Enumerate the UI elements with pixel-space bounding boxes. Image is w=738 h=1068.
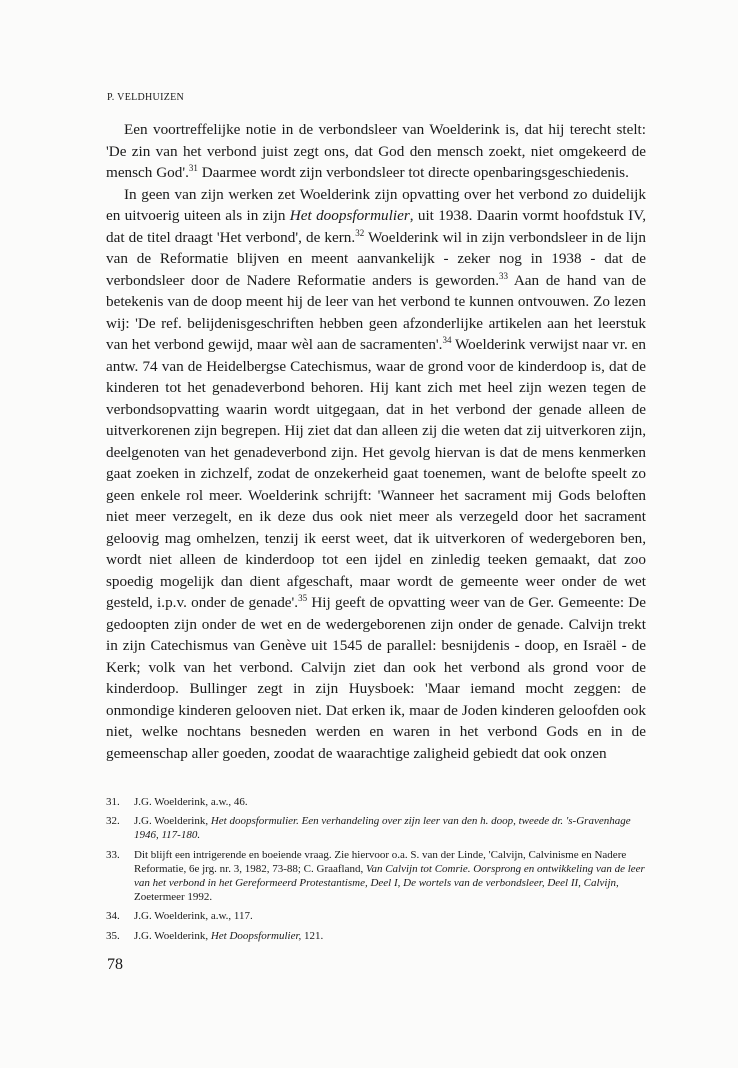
body-text <box>106 119 646 764</box>
footnote <box>106 795 646 809</box>
italic-text: Van Calvijn tot Comrie. Oorsprong en ontwikkeling van de leer van het verbond in het Gereformeerd Protestantisme, Deel I, De wortels van de verbondsleer, Deel II, Calvijn, <box>134 862 645 890</box>
text-run: In geen van zijn werken zet Woelderink zijn opvatting over het verbond zo duidelijk en uitvoerig uiteen als in zijn <box>106 185 646 224</box>
footnote <box>106 929 646 943</box>
footnote-number: 35. <box>106 929 120 942</box>
text-run: Woelderink verwijst naar vr. en antw. 74 van de Heidelbergse Catechismus, waar de grond voor de kinderdoop is, dat de kinderen tot het genadeverbond behoren. Hij kant zich met heel zijn wezen tegen de verbondsopvatting waarin wordt uitgegaan, dat in het verbond der genade alleen de uitverkorenen zijn begrepen. Hij ziet dat dan alleen zij die weten dat zij uitverkoren zijn, deelgenoten van het genadeverbond zijn. Het gevolg hiervan is dat de mens kenmerken gaat zoeken in zichzelf, zodat de onzekerheid gaat toenemen, want de belofte speelt zo geen enkele rol meer. Woelderink schrijft: 'Wanneer het sacrament mij Gods beloften niet meer verzegelt, en ik deze dus ook niet meer als verzegeld door het sacrament geloovig mag omhelzen, tenzij ik eerst weet, dat ik uitverkoren of wedergeboren ben, wordt niet alleen de kinderdoop tot een ijdel en zinledig teeken gemaakt, dat zoo spoedig mogelijk dan dient afgeschaft, maar wordt de gemeente weer onder de wet gesteld, i.p.v. onder de genade'. <box>106 336 646 611</box>
footnote-reference: 32 <box>355 227 365 238</box>
text-run: 121. <box>301 929 324 942</box>
footnote <box>106 909 646 923</box>
footnote-number: 31. <box>106 796 120 808</box>
italic-text: Het Doopsformulier, <box>210 929 302 942</box>
text-run: Woelderink wil in zijn verbondsleer in de lijn van de Reformatie blijven en meent aanvankelijk - zeker nog in 1938 - dat de verbondsleer door de Nadere Reformatie anders is geworden. <box>106 228 646 289</box>
text-run: Dit blijft een intrigerende en boeiende vraag. Zie hiervoor o.a. S. van der Linde, 'Calvijn, Calvinisme en Nadere Reformatie, 6e jrg. nr. 3, 1982, 73-88; C. Graafland, <box>134 848 627 875</box>
text-run: Daarmee wordt zijn verbondsleer tot directe openbaringsgeschiedenis. <box>197 164 629 181</box>
footnote-reference: 31 <box>188 163 198 173</box>
footnotes <box>106 795 646 948</box>
running-head: P. VELDHUIZEN <box>107 92 185 103</box>
footnote <box>106 814 646 842</box>
text-run: J.G. Woelderink, <box>134 929 211 942</box>
footnote-text <box>134 909 646 923</box>
footnote-number: 33. <box>106 848 120 861</box>
text-run: J.G. Woelderink, <box>134 815 211 828</box>
footnote-reference: 33 <box>499 270 508 281</box>
text-run: Zoetermeer 1992. <box>134 891 213 904</box>
paragraph <box>106 119 646 184</box>
text-run: , uit 1938. Daarin vormt hoofdstuk IV, dat de titel draagt 'Het verbond', de kern. <box>106 207 647 246</box>
footnote-text <box>134 929 646 943</box>
footnote-number: 32. <box>106 815 120 828</box>
footnote-number: 34. <box>106 910 120 923</box>
page-number: 78 <box>107 956 123 973</box>
paragraph <box>106 184 646 765</box>
italic-text: Het doopsformulier. Een verhandeling over zijn leer van den h. doop, tweede dr. 's-Gravenhage 1946, 117-180. <box>134 815 631 842</box>
text-run: J.G. Woelderink, a.w., 117. <box>134 910 253 923</box>
footnote <box>106 848 646 905</box>
footnote-text <box>134 848 646 905</box>
footnote-text <box>134 795 646 809</box>
text-run: Hij geeft de opvatting weer van de Ger. Gemeente: De gedoopten zijn onder de wet en de wedergeborenen zijn onder de genade. Calvijn trekt in zijn Catechismus van Genève uit 1545 de parallel: besnijdenis - doop, en Israël - de Kerk; volk van het verbond. Calvijn ziet dan ook het verbond als grond voor de kinderdoop. Bullinger zegt in zijn Huysboek: 'Maar iemand mocht zeggen: de onmondige kinderen gelooven niet. Dat erken ik, maar de Joden kinderen geloofden ook niet, welke nochtans besneden werden en waren in het verbond Gods en in de gemeenschap aller goeden, zoodat de waarachtige zaligheid gebiedt dat ook onzen <box>106 594 646 762</box>
italic-text: Het doopsformulier <box>289 207 410 224</box>
text-run: Een voortreffelijke notie in de verbondsleer van Woelderink is, dat hij terecht stelt: 'De zin van het verbond juist zegt ons, dat God den mensch zoekt, niet omgekeerd de mensch God'. <box>106 121 646 181</box>
text-run: Aan de hand van de betekenis van de doop meent hij de leer van het verbond te kunnen ontvouwen. Zo lezen wij: 'De ref. belijdenisgeschriften hebben geen afzonderlijke artikelen aan het leerstuk van het verbond gewijd, maar wèl aan de sacramenten'. <box>106 271 646 353</box>
text-run: J.G. Woelderink, a.w., 46. <box>134 796 248 808</box>
footnote-reference: 34 <box>442 335 452 345</box>
footnote-reference: 35 <box>298 593 308 603</box>
footnote-text <box>134 814 646 842</box>
